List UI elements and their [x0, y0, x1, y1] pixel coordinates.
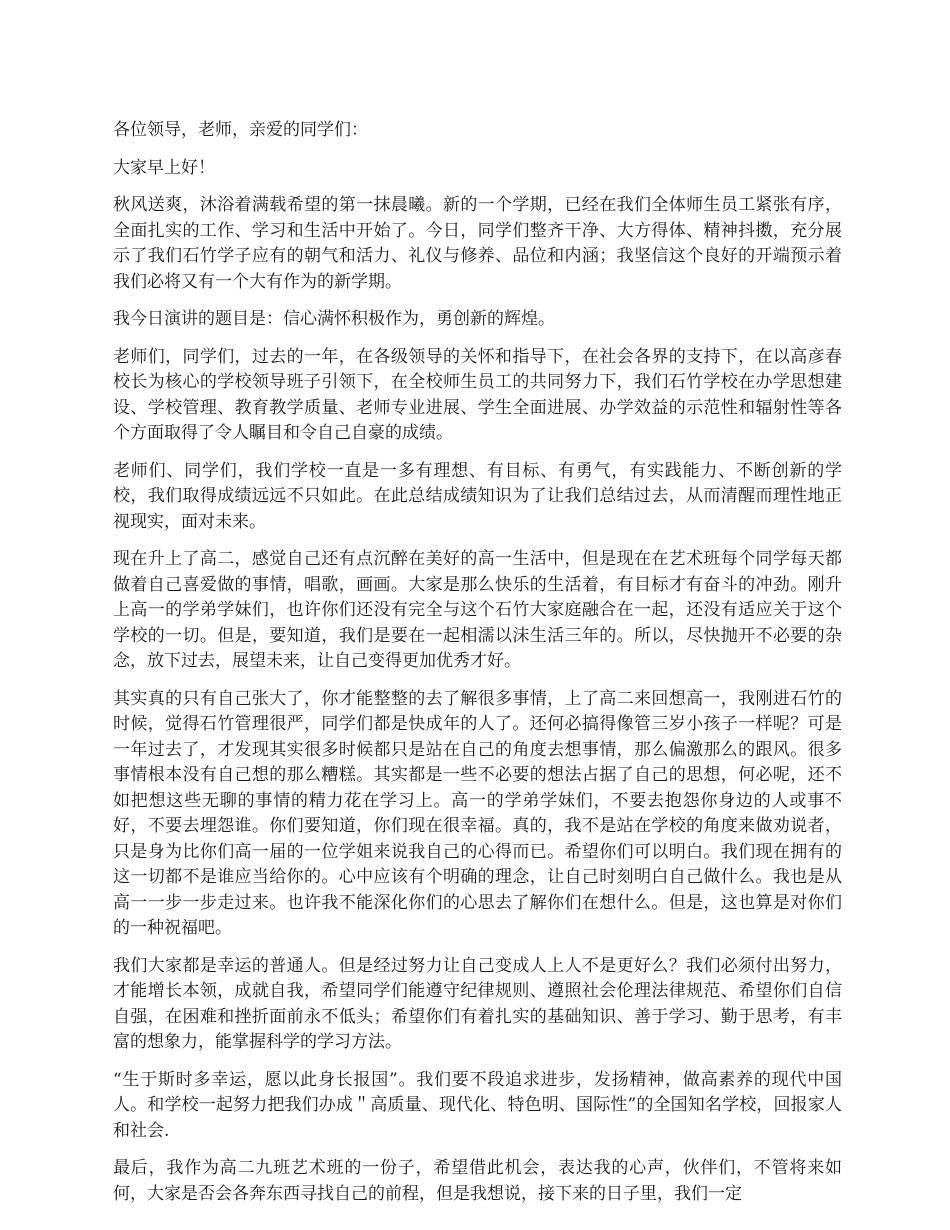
paragraph-achievements: 老师们，同学们，过去的一年，在各级领导的关怀和指导下，在社会各界的支持下，在以高彦春校长为核心的学校领导班子引领下，在全校师生员工的共同努力下，我们石竹学校在办学思想建设、学校管理、教育教学质量、老师专业进展、学生全面进展、办学效益的示范性和辐射性等各个方面取得了令人瞩目和令自己自豪的成绩。 [113, 346, 842, 443]
paragraph-school-spirit: 老师们、同学们，我们学校一直是一多有理想、有目标、有勇气，有实践能力、不断创新的学校，我们取得成绩远远不只如此。在此总结成绩知识为了让我们总结过去，从而清醒而理性地正视现实，面对未来。 [113, 460, 842, 532]
paragraph-effort: 我们大家都是幸运的普通人。但是经过努力让自己变成人上人不是更好么？我们必须付出努力，才能增长本领，成就自我，希望同学们能遵守纪律规则、遵照社会伦理法律规范、希望你们自信自强，在困难和挫折面前永不低头；希望你们有着扎实的基础知识、善于学习、勤于思考，有丰富的想象力，能掌握科学的学习方法。 [113, 955, 842, 1052]
paragraph-closing: 最后，我作为高二九班艺术班的一份子，希望借此机会，表达我的心声，伙伴们，不管将来如何，大家是否会各奔东西寻找自己的前程，但是我想说，接下来的日子里，我们一定 [113, 1158, 842, 1204]
greeting: 大家早上好！ [113, 157, 215, 178]
paragraph-growing-up: 其实真的只有自己张大了，你才能整整的去了解很多事情，上了高二来回想高一，我刚进石竹的时候，觉得石竹管理很严，同学们都是快成年的人了。还何必搞得像管三岁小孩子一样呢？可是一年过去了，才发现其实很多时候都只是站在自己的角度去想事情，那么偏激那么的跟风。很多事情根本没有自己想的那么糟糕。其实都是一些不必要的想法占据了自己的思想，何必呢，还不如把想这些无聊的事情的精力花在学习上。高一的学弟学妹们，不要去抱怨你身边的人或事不好，不要去埋怨谁。你们要知道，你们现在很幸福。真的，我不是站在学校的角度来做劝说者，只是身为比你们高一届的一位学姐来说我自己的心得而已。希望你们可以明白。我们现在拥有的这一切都不是谁应当给你的。心中应该有个明确的理念，让自己时刻明白自己做什么。我也是从高一一步一步走过来。也许我不能深化你们的心思去了解你们在想什么。但是，这也算是对你们的一种祝福吧。 [113, 688, 842, 938]
salutation: 各位领导，老师，亲爱的同学们： [113, 120, 368, 140]
paragraph-patriotism: “生于斯时多幸运，愿以此身长报国”。我们要不段追求进步，发扬精神，做高素养的现代中国人。和学校一起努力把我们办成＂高质量、现代化、特色明、国际性”的全国知名学校，回报家人和社会. [113, 1069, 842, 1141]
paragraph-speech-title: 我今日演讲的题目是：信心满怀积极作为，勇创新的辉煌。 [113, 309, 555, 329]
paragraph-opening: 秋风送爽，沐浴着满载希望的第一抹晨曦。新的一个学期，已经在我们全体师生员工紧张有序，全面扎实的工作、学习和生活中开始了。今日，同学们整齐干净、大方得体、精神抖擞，充分展示了我们石竹学子应有的朝气和活力、礼仪与修养、品位和内涵；我坚信这个良好的开端预示着我们必将又有一个大有作为的新学期。 [113, 195, 842, 292]
paragraph-grade-two: 现在升上了高二，感觉自己还有点沉醉在美好的高一生活中，但是现在在艺术班每个同学每天都做着自己喜爱做的事情，唱歌，画画。大家是那么快乐的生活着，有目标才有奋斗的冲劲。刚升上高一的学弟学妹们，也许你们还没有完全与这个石竹大家庭融合在一起，还没有适应关于这个学校的一切。但是，要知道，我们是要在一起相濡以沫生活三年的。所以，尽快抛开不必要的杂念，放下过去，展望未来，让自己变得更加优秀才好。 [113, 549, 842, 671]
